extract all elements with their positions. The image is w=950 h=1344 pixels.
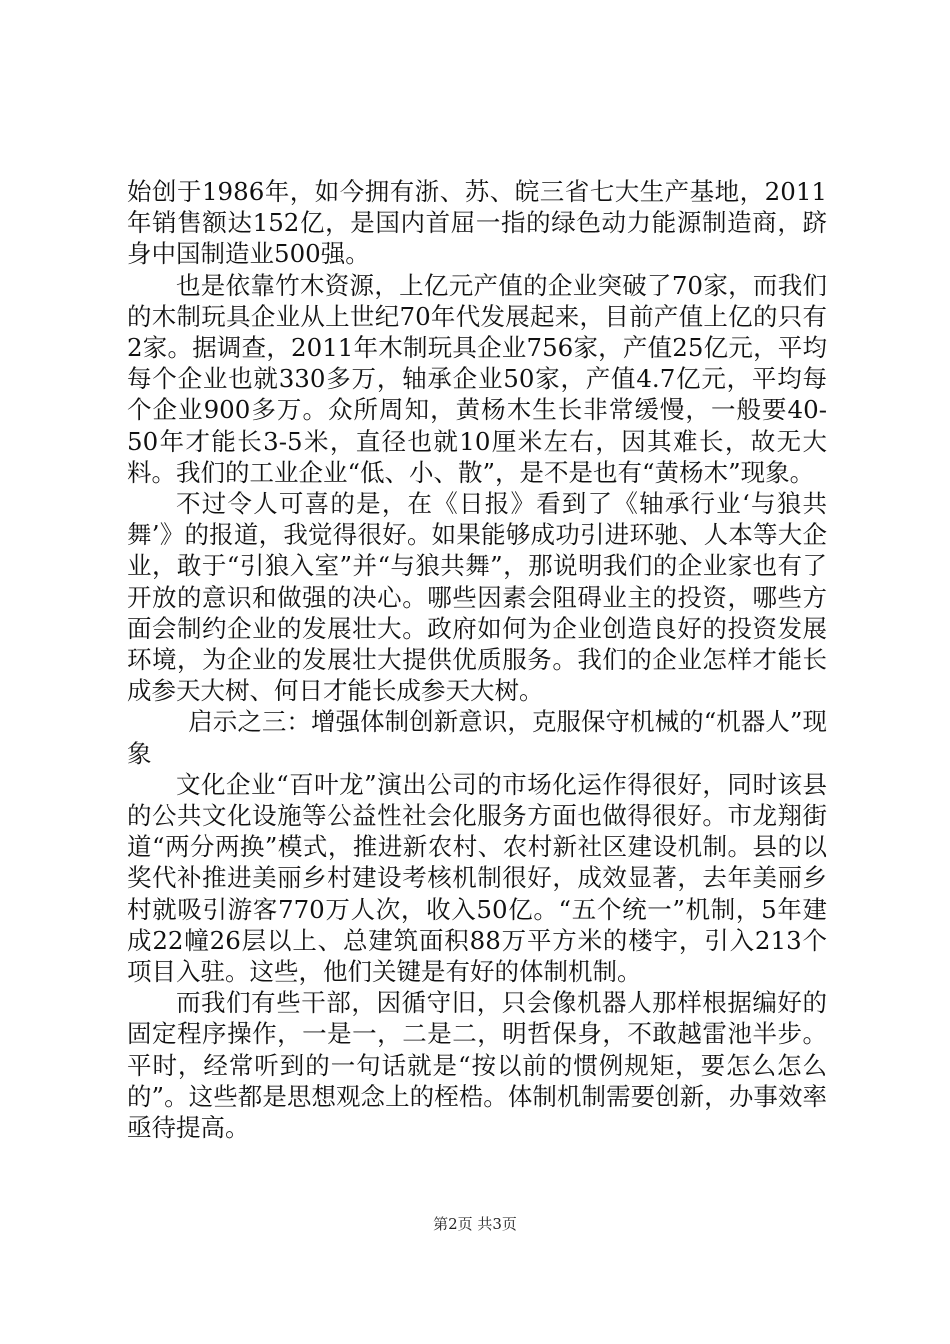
paragraph-continuation: 始创于1986年，如今拥有浙、苏、皖三省七大生产基地，2011年销售额达152亿，是国内首屈一指的绿色动力能源制造商，跻身中国制造业500强。 <box>127 177 827 269</box>
paragraph-bamboo-industry: 也是依靠竹木资源，上亿元产值的企业突破了70家，而我们的木制玩具企业从上世纪70年代发展起来，目前产值上亿的只有2家。据调查，2011年木制玩具企业756家，产值25亿元，平均每个企业也就330多万，轴承企业50家，产值4.7亿元，平均每个企业900多万。众所周知，黄杨木生长非常缓慢，一般要40-50年才能长3-5米，直径也就10厘米左右，因其难长，故无大料。我们的工业企业“低、小、散”，是不是也有“黄杨木”现象。 <box>127 270 827 487</box>
document-body <box>127 176 827 1143</box>
paragraph-cadres: 而我们有些干部，因循守旧，只会像机器人那样根据编好的固定程序操作，一是一，二是二，明哲保身，不敢越雷池半步。平时，经常听到的一句话就是“按以前的惯例规矩，要怎么怎么的”。这些都是思想观念上的桎梏。体制机制需要创新，办事效率亟待提高。 <box>127 988 827 1143</box>
paragraph-bearing-industry: 不过令人可喜的是，在《日报》看到了《轴承行业‘与狼共舞’》的报道，我觉得很好。如果能够成功引进环驰、人本等大企业，敢于“引狼入室”并“与狼共舞”，那说明我们的企业家也有了开放的意识和做强的决心。哪些因素会阻碍业主的投资，哪些方面会制约企业的发展壮大。政府如何为企业创造良好的投资发展环境，为企业的发展壮大提供优质服务。我们的企业怎样才能长成参天大树、何日才能长成参天大树。 <box>127 489 827 706</box>
section-heading-insight-three: 启示之三：增强体制创新意识，克服保守机械的“机器人”现象 <box>127 707 827 768</box>
paragraph-cultural-enterprise: 文化企业“百叶龙”演出公司的市场化运作得很好，同时该县的公共文化设施等公益性社会化服务方面也做得很好。市龙翔街道“两分两换”模式，推进新农村、农村新社区建设机制。县的以奖代补推进美丽乡村建设考核机制很好，成效显著，去年美丽乡村就吸引游客770万人次，收入50亿。“五个统一”机制，5年建成22幢26层以上、总建筑面积88万平方米的楼宇，引入213个项目入驻。这些，他们关键是有好的体制机制。 <box>127 769 827 987</box>
page-number-footer: 第2页 共3页 <box>433 1215 517 1233</box>
